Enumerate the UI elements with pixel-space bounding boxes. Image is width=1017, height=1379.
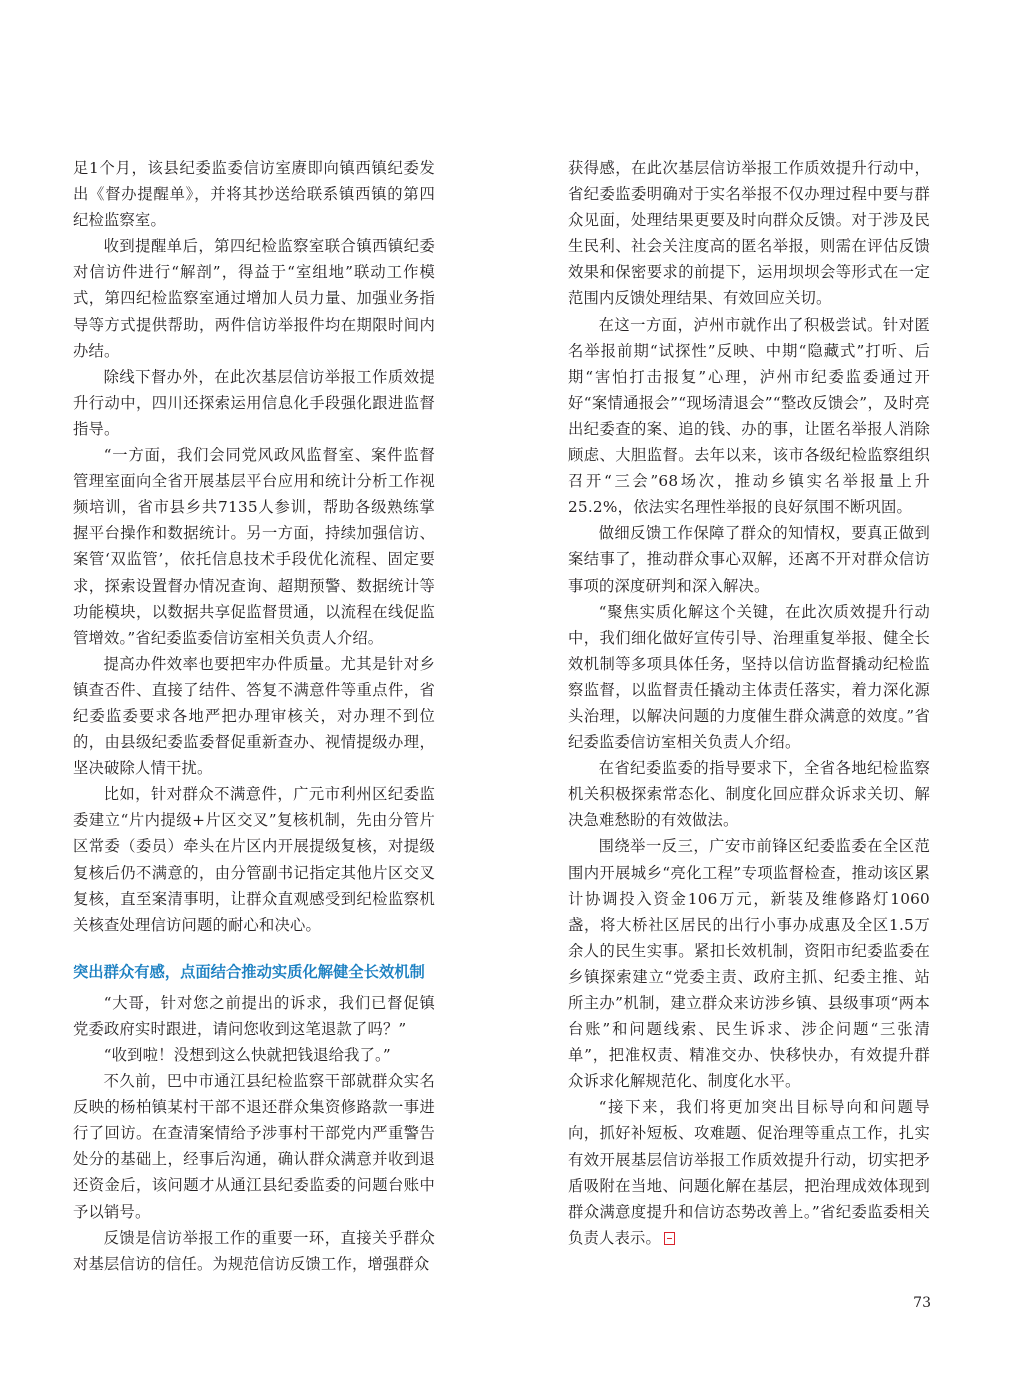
paragraph: 反馈是信访举报工作的重要一环，直接关乎群众对基层信访的信任。为规范信访反馈工作，增强群众 — [73, 1228, 435, 1273]
paragraph: “聚焦实质化解这个关键，在此次质效提升行动中，我们细化做好宣传引导、治理重复举报、健全长效机制等多项具体任务，坚持以信访监督撬动纪检监察监督，以监督责任撬动主体责任落实，着力深化源头治理，以解决问题的力度催生群众满意的效度。”省纪委监委信访室相关负责人介绍。 — [568, 602, 930, 752]
paragraph: “收到啦！没想到这么快就把钱退给我了。” — [103, 1046, 391, 1064]
paragraph: 在这一方面，泸州市就作出了积极尝试。针对匿名举报前期“试探性”反映、中期“隐藏式”打听、后期“害怕打击报复”心理，泸州市纪委监委通过开好“案情通报会”“现场清退会”“整改反馈会”，及时亮出纪委查的案、追的钱、办的事，让匿名举报人消除顾虑、大胆监督。去年以来，该市各级纪检监察组织召开“三会”68场次，推动乡镇实名举报量上升25.2%，依法实名理性举报的良好氛围不断巩固。 — [568, 315, 930, 517]
paragraph: “一方面，我们会同党风政风监督室、案件监督管理室面向全省开展基层平台应用和统计分析工作视频培训，省市县乡共7135人参训，帮助各级熟练掌握平台操作和数据统计。另一方面，持续加强信访、案管‘双监管’，依托信息技术手段优化流程、固定要求，探索设置督办情况查询、超期预警、数据统计等功能模块，以数据共享促监督贯通，以流程在线促监管增效。”省纪委监委信访室相关负责人介绍。 — [73, 446, 435, 647]
paragraph: 获得感，在此次基层信访举报工作质效提升行动中，省纪委监委明确对于实名举报不仅办理过程中要与群众见面，处理结果更要及时向群众反馈。对于涉及民生民利、社会关注度高的匿名举报，则需在评估反馈效果和保密要求的前提下，运用坝坝会等形式在一定范围内反馈处理结果、有效回应关切。 — [568, 159, 930, 308]
paragraph-text: “接下来，我们将更加突出目标导向和问题导向，抓好补短板、攻难题、促治理等重点工作，扎实有效开展基层信访举报工作质效提升行动，切实把矛盾吸附在当地、问题化解在基层，把治理成效体现到群众满意度提升和信访态势改善上。”省纪委监委相关负责人表示。 — [568, 1098, 930, 1247]
paragraph: 做细反馈工作保障了群众的知情权，要真正做到案结事了，推动群众事心双解，还离不开对群众信访事项的深度研判和深入解决。 — [568, 524, 930, 595]
article-end-mark-icon — [664, 1232, 675, 1245]
page-number: 73 — [913, 1295, 931, 1311]
paragraph: 围绕举一反三，广安市前锋区纪委监委在全区范围内开展城乡“亮化工程”专项监督检查，推动该区累计协调投入资金106万元，新装及维修路灯1060盏，将大桥社区居民的出行小事办成惠及全区1.5万余人的民生实事。紧扣长效机制，资阳市纪委监委在乡镇探索建立“党委主责、政府主抓、纪委主推、站所主办”机制，建立群众来访涉乡镇、县级事项“两本台账”和问题线索、民生诉求、涉企问题“三张清单”，把准权责、精准交办、快移快办，有效提升群众诉求化解规范化、制度化水平。 — [568, 837, 930, 1091]
section-heading: 突出群众有感，点面结合推动实质化解健全长效机制 — [73, 962, 425, 981]
paragraph: 不久前，巴中市通江县纪检监察干部就群众实名反映的杨柏镇某村干部不退还群众集资修路款一事进行了回访。在查清案情给予涉事村干部党内严重警告处分的基础上，经事后沟通，确认群众满意并收到退还资金后，该问题才从通江县纪委监委的问题台账中予以销号。 — [73, 1072, 435, 1221]
paragraph: 在省纪委监委的指导要求下，全省各地纪检监察机关积极探索常态化、制度化回应群众诉求关切、解决急难愁盼的有效做法。 — [568, 759, 930, 830]
paragraph: 比如，针对群众不满意件，广元市利州区纪委监委建立“片内提级+片区交叉”复核机制，先由分管片区常委（委员）牵头在片区内开展提级复核，对提级复核后仍不满意的，由分管副书记指定其他片区交叉复核，直至案清事明，让群众直观感受到纪检监察机关核查处理信访问题的耐心和决心。 — [73, 785, 435, 934]
paragraph: 除线下督办外，在此次基层信访举报工作质效提升行动中，四川还探索运用信息化手段强化跟进监督指导。 — [73, 367, 435, 438]
left-text-column — [73, 155, 435, 1277]
paragraph: “大哥，针对您之前提出的诉求，我们已督促镇党委政府实时跟进，请问您收到这笔退款了吗？” — [73, 993, 435, 1038]
paragraph: 收到提醒单后，第四纪检监察室联合镇西镇纪委对信访件进行“解剖”，得益于“室组地”联动工作模式，第四纪检监察室通过增加人员力量、加强业务指导等方式提供帮助，两件信访举报件均在期限时间内办结。 — [73, 237, 435, 360]
paragraph: 提高办件效率也要把牢办件质量。尤其是针对乡镇查否件、直接了结件、答复不满意件等重点件，省纪委监委要求各地严把办理审核关，对办理不到位的，由县级纪委监委督促重新查办、视情提级办理，坚决破除人情干扰。 — [73, 654, 435, 778]
last-paragraph — [568, 1094, 930, 1251]
right-text-column — [568, 155, 930, 1251]
paragraph: 足1个月，该县纪委监委信访室赓即向镇西镇纪委发出《督办提醒单》，并将其抄送给联系镇西镇的第四纪检监察室。 — [73, 159, 435, 230]
